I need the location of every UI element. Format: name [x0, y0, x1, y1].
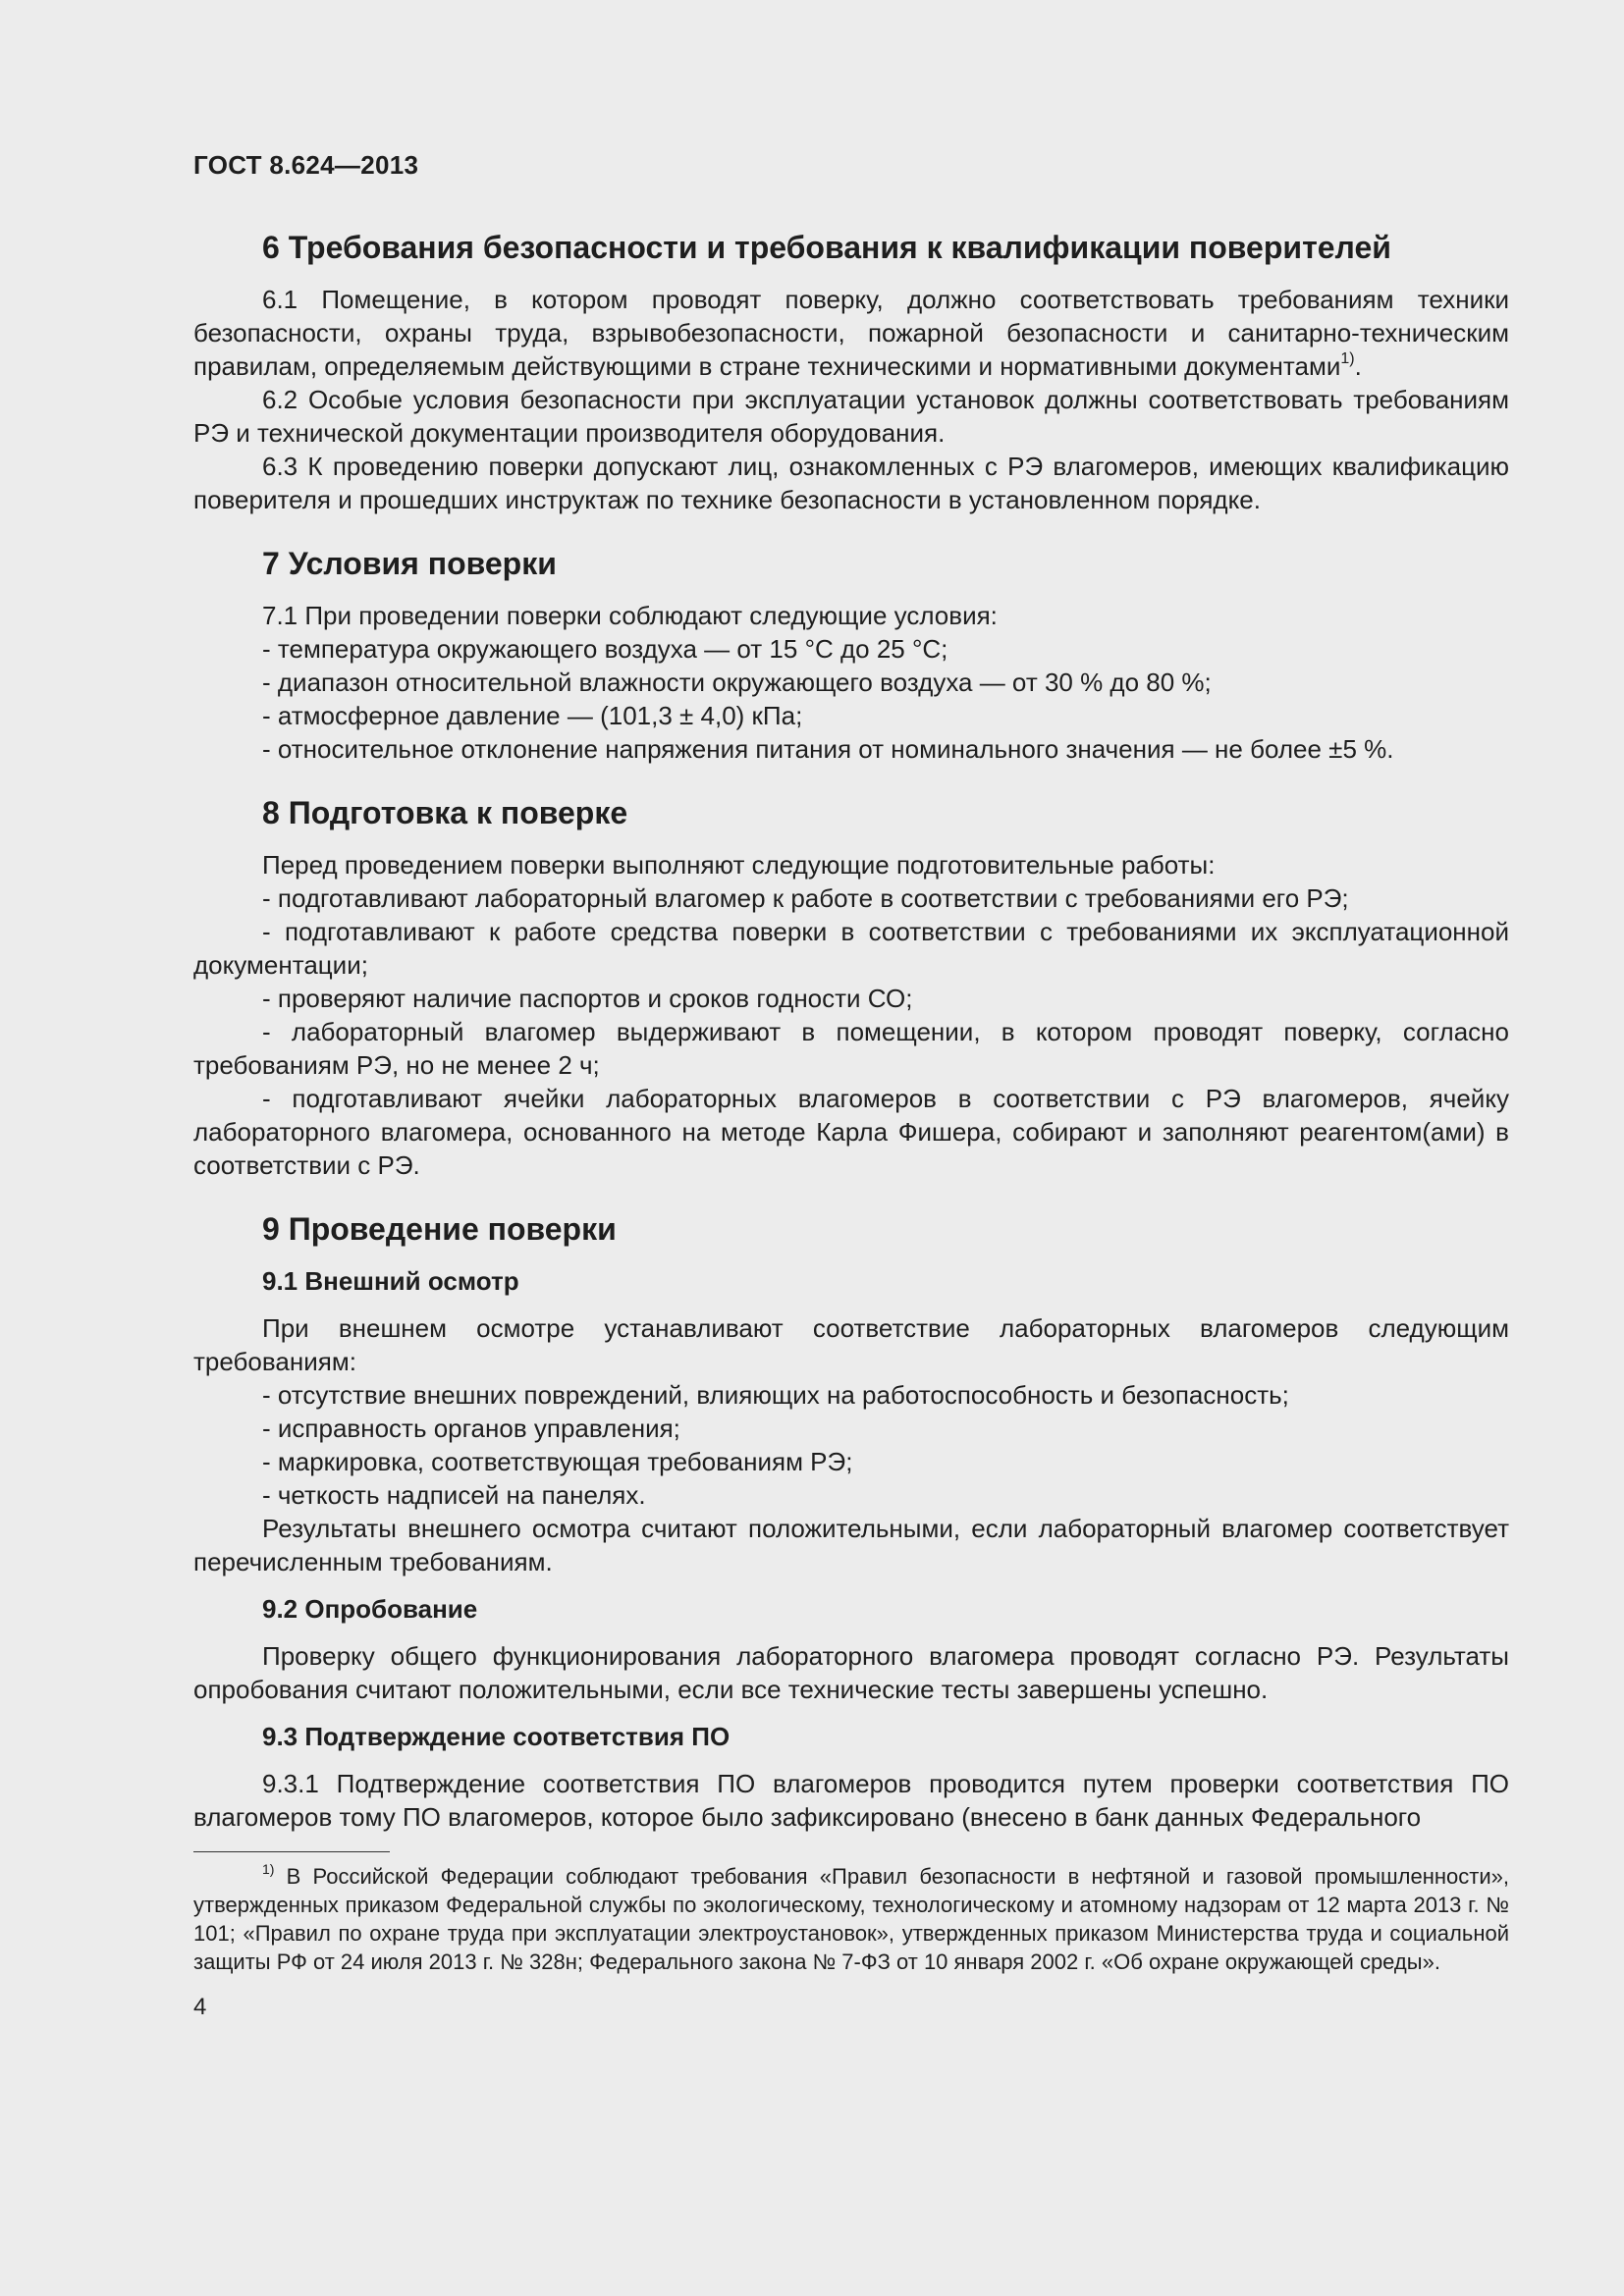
subsection-9-2-title: 9.2 Опробование — [262, 1594, 478, 1624]
paragraph-6-1-text: 6.1 Помещение, в котором проводят поверку, должно соответствовать требованиям техники безопасности, охраны труда, взрывобезопасности, пожарной безопасности и санитарно-техническим правилам, определяемым действующими в стране техническими и нормативными документами — [193, 285, 1509, 381]
paragraph-6-3: 6.3 К проведению поверки допускают лиц, ознакомленных с РЭ влагомеров, имеющих квалификацию поверителя и прошедших инструктаж по технике безопасности в установленном порядке. — [193, 452, 1509, 514]
section-7-title: 7 Условия поверки — [262, 546, 557, 581]
page-number: 4 — [193, 1994, 207, 2020]
document-page — [193, 143, 1509, 2021]
list-item: - температура окружающего воздуха — от 15 °С до 25 °С; — [262, 634, 948, 664]
footnote-marker: 1) — [262, 1861, 275, 1877]
subsection-9-1-title: 9.1 Внешний осмотр — [262, 1266, 519, 1296]
list-item: - подготавливают ячейки лабораторных влагомеров в соответствии с РЭ влагомеров, ячейку лабораторного влагомера, основанного на методе Карла Фишера, собирают и заполняют реагентом(ами) в соответствии с РЭ. — [193, 1084, 1509, 1180]
footnote-divider — [193, 1851, 390, 1852]
subsection-9-3-title: 9.3 Подтверждение соответствия ПО — [262, 1722, 731, 1751]
paragraph-9-1-intro: При внешнем осмотре устанавливают соответствие лабораторных влагомеров следующим требованиям: — [193, 1313, 1509, 1376]
section-8-title: 8 Подготовка к поверке — [262, 795, 628, 830]
list-item: - маркировка, соответствующая требованиям РЭ; — [262, 1447, 853, 1476]
paragraph-9-2: Проверку общего функционирования лабораторного влагомера проводят согласно РЭ. Результаты опробования считают положительными, если все технические тесты завершены успешно. — [193, 1641, 1509, 1704]
paragraph-6-1: 6.1 Помещение, в котором проводят поверку, должно соответствовать требованиям техники безопасности, охраны труда, взрывобезопасности, пожарной безопасности и санитарно-техническим правилам, определяемым действующими в стране техническими и нормативными документами$^{1)}$. — [193, 285, 1509, 381]
paragraph-8-intro: Перед проведением поверки выполняют следующие подготовительные работы: — [262, 850, 1216, 880]
list-item: - атмосферное давление — (101,3 ± 4,0) кПа; — [262, 701, 803, 730]
paragraph-9-3-1: 9.3.1 Подтверждение соответствия ПО влагомеров проводится путем проверки соответствия ПО влагомеров тому ПО влагомеров, которое было зафиксировано (внесено в банк данных Федерального — [193, 1769, 1509, 1832]
paragraph-7-1: 7.1 При проведении поверки соблюдают следующие условия: — [262, 601, 998, 630]
list-item: - отсутствие внешних повреждений, влияющих на работоспособность и безопасность; — [262, 1380, 1289, 1410]
list-item: - четкость надписей на панелях. — [262, 1480, 646, 1510]
list-item: - исправность органов управления; — [262, 1414, 680, 1443]
paragraph-6-2: 6.2 Особые условия безопасности при эксплуатации установок должны соответствовать требованиям РЭ и технической документации производителя оборудования. — [193, 385, 1509, 448]
section-6-title: 6 Требования безопасности и требования к квалификации поверителей — [262, 230, 1391, 265]
paragraph-9-1-result: Результаты внешнего осмотра считают положительными, если лабораторный влагомер соответствует перечисленным требованиям. — [193, 1514, 1509, 1576]
footnote — [193, 1862, 1509, 1976]
footnote-ref: 1) — [1340, 350, 1355, 367]
list-item: - диапазон относительной влажности окружающего воздуха — от 30 % до 80 %; — [262, 667, 1212, 697]
list-item: - подготавливают к работе средства поверки в соответствии с требованиями их эксплуатационной документации; — [193, 917, 1509, 980]
list-item: - относительное отклонение напряжения питания от номинального значения — не более ±5 %. — [262, 734, 1394, 764]
list-item: - лабораторный влагомер выдерживают в помещении, в котором проводят поверку, согласно требованиям РЭ, но не менее 2 ч; — [193, 1017, 1509, 1080]
list-item: - проверяют наличие паспортов и сроков годности СО; — [262, 984, 913, 1013]
standard-header: ГОСТ 8.624—2013 — [193, 150, 419, 180]
list-item: - подготавливают лабораторный влагомер к работе в соответствии с требованиями его РЭ; — [262, 883, 1349, 913]
footnote-text: $^{1)}$ В Российской Федерации соблюдают требования «Правил безопасности в нефтяной и газовой промышленности», утвержденных приказом Федеральной службы по экологическому, технологическому и атомному надзорам от 12 марта 2013 г. № 101; «Правил по охране труда при эксплуатации электроустановок», утвержденных приказом Министерства труда и социальной защиты РФ от 24 июля 2013 г. № 328н; Федерального закона № 7-ФЗ от 10 января 2002 г. «Об охране окружающей среды». — [193, 1861, 1509, 1974]
section-9-title: 9 Проведение поверки — [262, 1211, 617, 1247]
